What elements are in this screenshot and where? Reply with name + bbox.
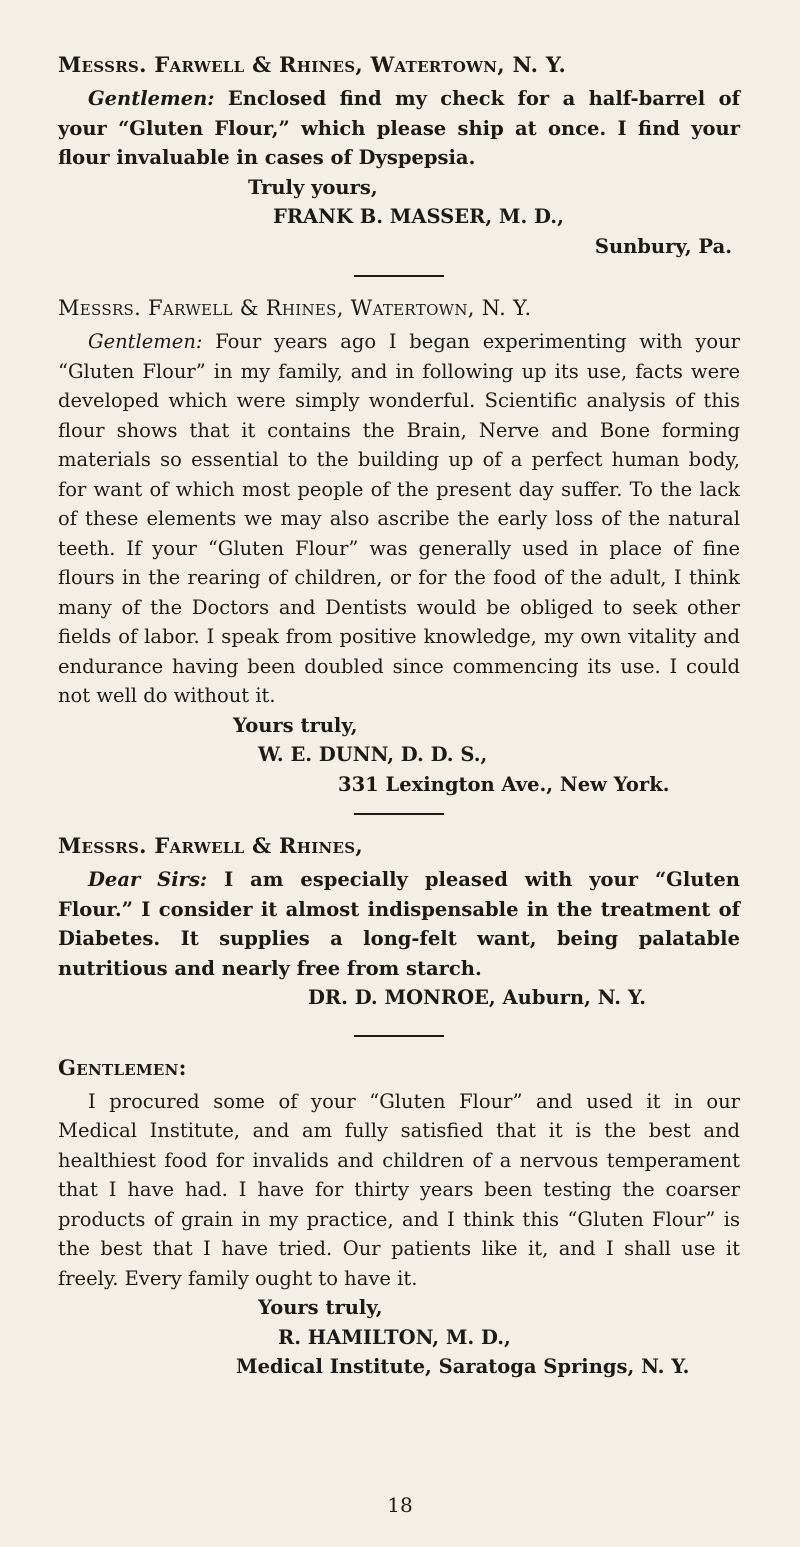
- letter-address: Messrs. Farwell & Rhines, Watertown, N. Y.: [58, 296, 532, 320]
- section-divider: [354, 1035, 444, 1037]
- letter-address: Messrs. Farwell & Rhines, Watertown, N. Y.: [58, 52, 567, 77]
- section-divider: [354, 275, 444, 277]
- letter-signer: DR. D. MONROE, Auburn, N. Y.: [308, 986, 647, 1009]
- letter-dunn: [58, 293, 740, 799]
- letter-location: Medical Institute, Saratoga Springs, N. Y.: [236, 1355, 690, 1378]
- letter-body: [58, 1087, 740, 1294]
- letter-text: Four years ago I began experimenting with your “Gluten Flour” in my family, and in following up its use, facts were developed which were simply wonderful. Scientific analysis of this flour shows that it contains the Brain, Nerve and Bone forming materials so essential to the building up of a perfect human body, for want of which most people of the present day suffer. To the lack of these elements we may also ascribe the early loss of the natural teeth. If your “Gluten Flour” was generally used in place of fine flours in the rearing of children, or for the food of the adult, I think many of the Doctors and Dentists would be obliged to seek other fields of labor. I speak from positive knowledge, my own vitality and endurance having been doubled since commencing its use. I could not well do without it.: [58, 330, 740, 707]
- letter-text: I procured some of your “Gluten Flour” and used it in our Medical Institute, and am fully satisfied that it is the best and healthiest food for invalids and children of a nervous temperament that I have had. I have for thirty years been testing the coarser products of grain in my practice, and I think this “Gluten Flour” is the best that I have tried. Our patients like it, and I shall use it freely. Every family ought to have it.: [58, 1089, 740, 1290]
- letter-salutation: Gentlemen:: [88, 330, 203, 353]
- letter-body: [58, 865, 740, 983]
- letter-closing: Yours truly,: [258, 1296, 383, 1319]
- letter-masser: [58, 50, 740, 261]
- letter-location: Sunbury, Pa.: [594, 234, 732, 258]
- letter-body: [58, 327, 740, 711]
- letter-salutation: Dear Sirs:: [88, 868, 208, 891]
- letter-signer: W. E. DUNN, D. D. S.,: [258, 743, 488, 766]
- letter-signer: FRANK B. MASSER, M. D.,: [273, 205, 564, 228]
- letter-body: [58, 84, 740, 173]
- letter-location: 331 Lexington Ave., New York.: [338, 772, 670, 796]
- letter-text: Enclosed find my check for a half-barrel of your “Gluten Flour,” which please ship at once. I find your flour invaluable in cases of Dyspepsia.: [58, 87, 740, 169]
- letter-signer: R. HAMILTON, M. D.,: [278, 1325, 511, 1349]
- letter-text: I am especially pleased with your “Gluten Flour.” I consider it almost indispensable in the treatment of Diabetes. It supplies a long-felt want, being palatable nutritious and nearly free from starch.: [58, 868, 740, 980]
- letter-closing: Truly yours,: [248, 175, 378, 199]
- letter-salutation: Gentlemen:: [88, 87, 215, 110]
- letter-closing: Yours truly,: [233, 713, 358, 737]
- letter-address: Gentlemen:: [58, 1054, 187, 1080]
- section-divider: [354, 813, 444, 815]
- page-number: 18: [387, 1493, 413, 1517]
- letter-monroe: [58, 831, 740, 1013]
- letter-address: Messrs. Farwell & Rhines,: [58, 833, 364, 858]
- letter-hamilton: [58, 1053, 740, 1382]
